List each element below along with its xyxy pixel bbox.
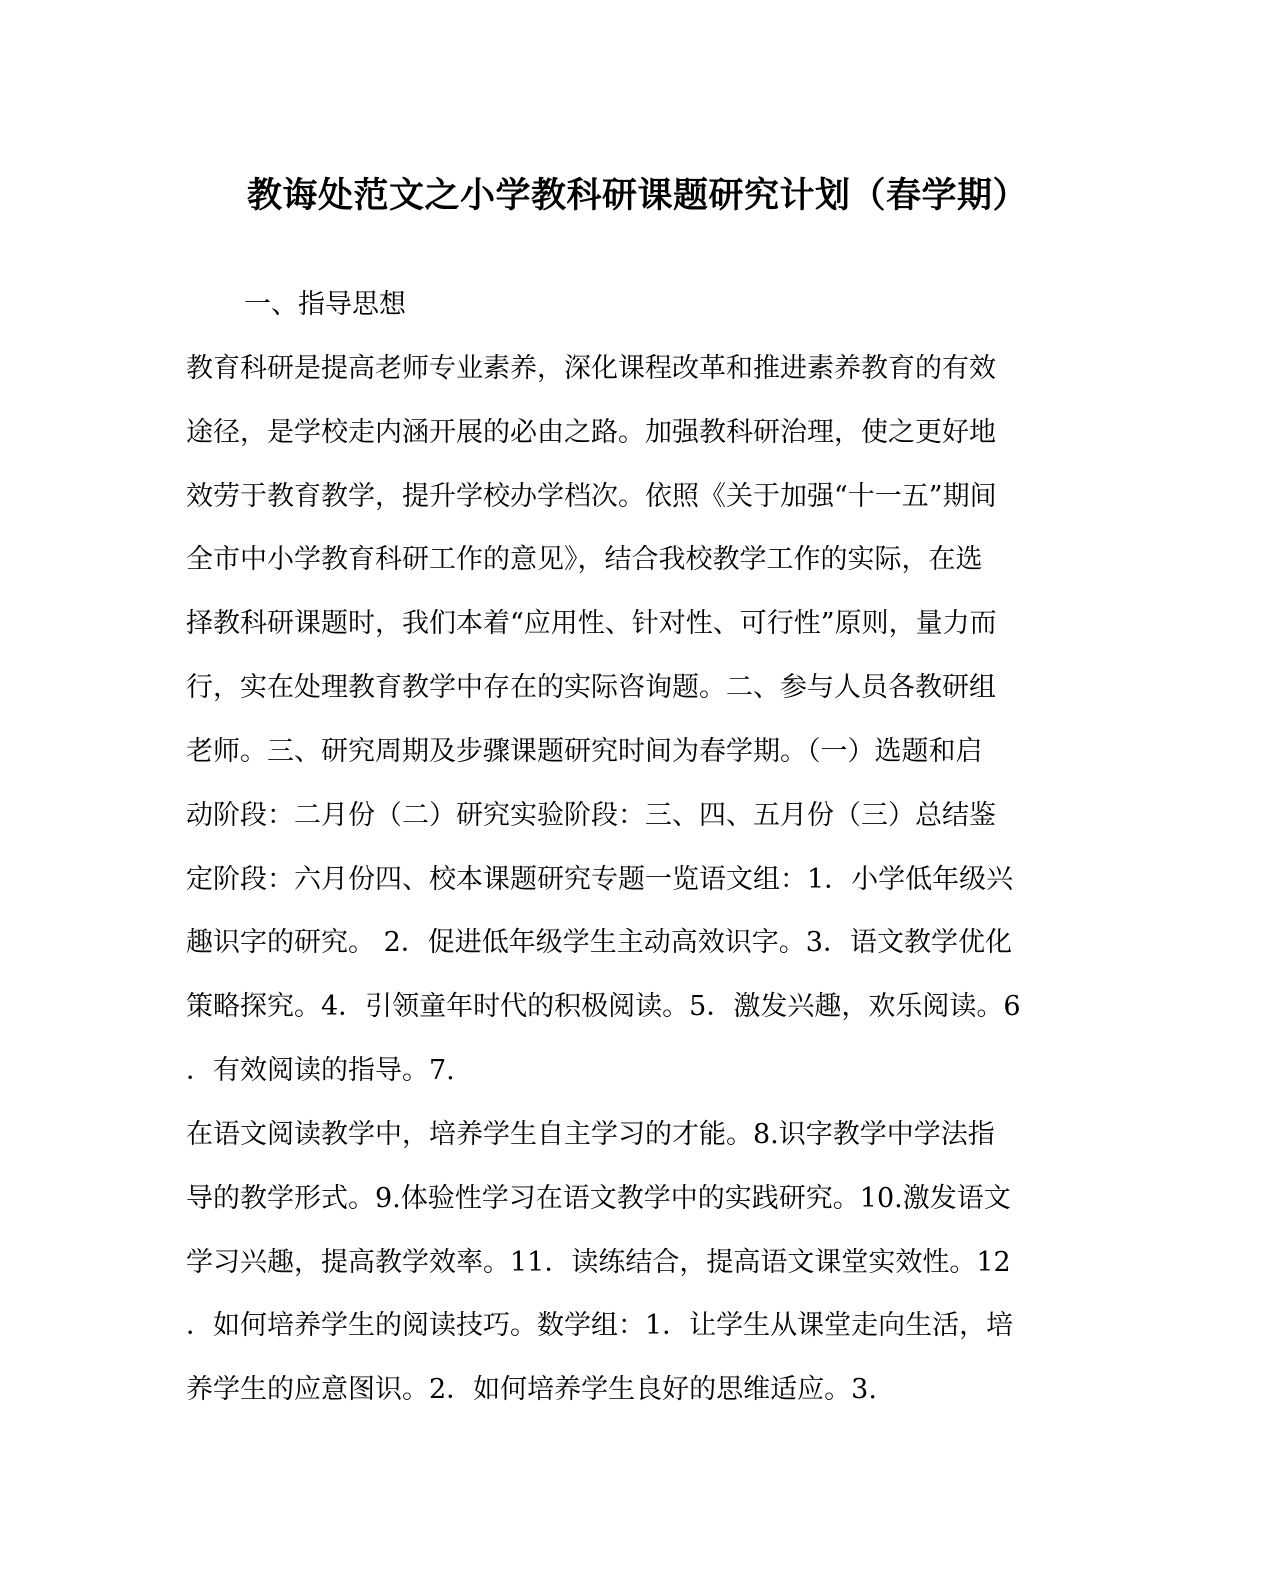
body-line: 教育科研是提高老师专业素养，深化课程改革和推进素养教育的有效 [186, 353, 996, 384]
body-line: ．如何培养学生的阅读技巧。数学组：1．让学生从课堂走向生活，培 [186, 1310, 1014, 1341]
document-title: 教诲处范文之小学教科研课题研究计划（春学期） [246, 175, 1028, 216]
body-line: 择教科研课题时，我们本着“应用性、针对性、可行性”原则，量力而 [186, 608, 997, 639]
body-line: 策略探究。4．引领童年时代的积极阅读。5．激发兴趣，欢乐阅读。6 [186, 991, 1021, 1022]
body-line: 趣识字的研究。 2．促进低年级学生主动高效识字。3．语文教学优化 [186, 927, 1012, 958]
body-line: 全市中小学教育科研工作的意见》，结合我校教学工作的实际，在选 [186, 544, 983, 575]
section-heading: 一、指导思想 [244, 289, 406, 320]
body-line: 途径，是学校走内涵开展的必由之路。加强教科研治理，使之更好地 [186, 417, 996, 448]
body-line: 定阶段：六月份四、校本课题研究专题一览语文组：1．小学低年级兴 [186, 864, 1014, 895]
body-line: 学习兴趣，提高教学效率。11．读练结合，提高语文课堂实效性。12 [186, 1247, 1011, 1278]
body-line: 养学生的应意图识。2．如何培养学生良好的思维适应。3. [186, 1374, 877, 1405]
body-line: 动阶段：二月份（二）研究实验阶段：三、四、五月份（三）总结鉴 [186, 800, 996, 831]
body-line: 效劳于教育教学，提升学校办学档次。依照《关于加强“十一五”期间 [186, 481, 997, 512]
body-line: 导的教学形式。9.体验性学习在语文教学中的实践研究。10.激发语文 [186, 1183, 1011, 1214]
body-line: 在语文阅读教学中，培养学生自主学习的才能。8.识字教学中学法指 [186, 1119, 995, 1150]
body-line: 行，实在处理教育教学中存在的实际咨询题。二、参与人员各教研组 [186, 672, 996, 703]
body-line: ．有效阅读的指导。7. [186, 1055, 455, 1086]
body-line: 老师。三、研究周期及步骤课题研究时间为春学期。（一）选题和启 [186, 736, 983, 767]
